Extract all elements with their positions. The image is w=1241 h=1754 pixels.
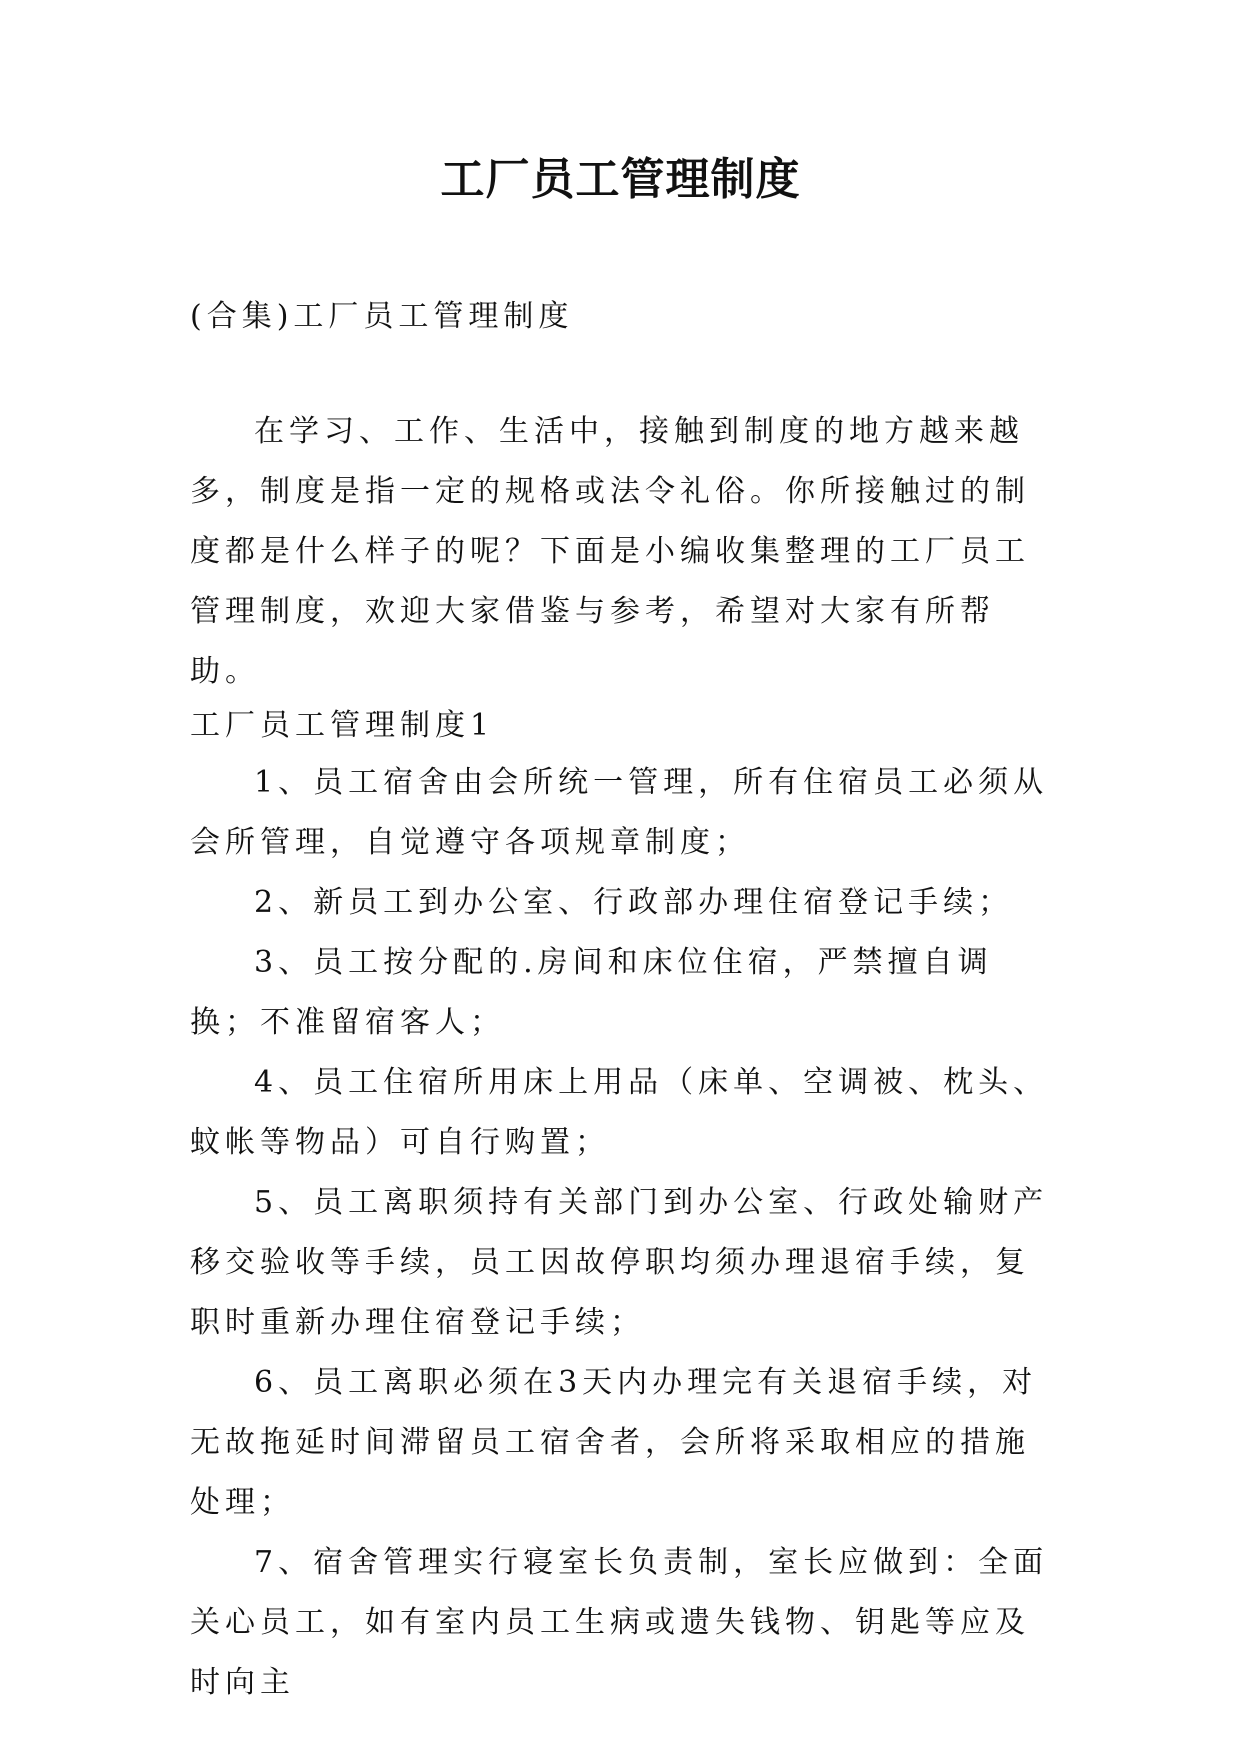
document-subtitle: (合集)工厂员工管理制度: [190, 299, 574, 334]
document-title: 工厂员工管理制度: [440, 154, 801, 205]
rule-item-3: 3、员工按分配的.房间和床位住宿，严禁擅自调换；不准留宿客人；: [190, 945, 993, 1040]
rules-list: [190, 753, 1050, 1713]
rule-item-5: 5、员工离职须持有关部门到办公室、行政处输财产移交验收等手续，员工因故停职均须办理退宿手续，复职时重新办理住宿登记手续；: [190, 1185, 1049, 1340]
rule-item-4: 4、员工住宿所用床上用品（床单、空调被、枕头、蚊帐等物品）可自行购置；: [190, 1065, 1049, 1160]
section-heading: 工厂员工管理制度1: [190, 708, 495, 743]
rule-item-6: 6、员工离职必须在3天内办理完有关退宿手续，对无故拖延时间滞留员工宿舍者，会所将采取相应的措施处理；: [190, 1365, 1038, 1520]
rule-item-1: 1、员工宿舍由会所统一管理，所有住宿员工必须从会所管理，自觉遵守各项规章制度；: [190, 765, 1049, 860]
rule-item-7: 7、宿舍管理实行寝室长负责制，室长应做到：全面关心员工，如有室内员工生病或遗失钱物、钥匙等应及时向主: [190, 1545, 1049, 1700]
intro-paragraph: 在学习、工作、生活中，接触到制度的地方越来越多，制度是指一定的规格或法令礼俗。你所接触过的制度都是什么样子的呢？下面是小编收集整理的工厂员工管理制度，欢迎大家借鉴与参考，希望对大家有所帮助。: [190, 414, 1030, 689]
rule-item-2: 2、新员工到办公室、行政部办理住宿登记手续；: [254, 885, 1014, 920]
